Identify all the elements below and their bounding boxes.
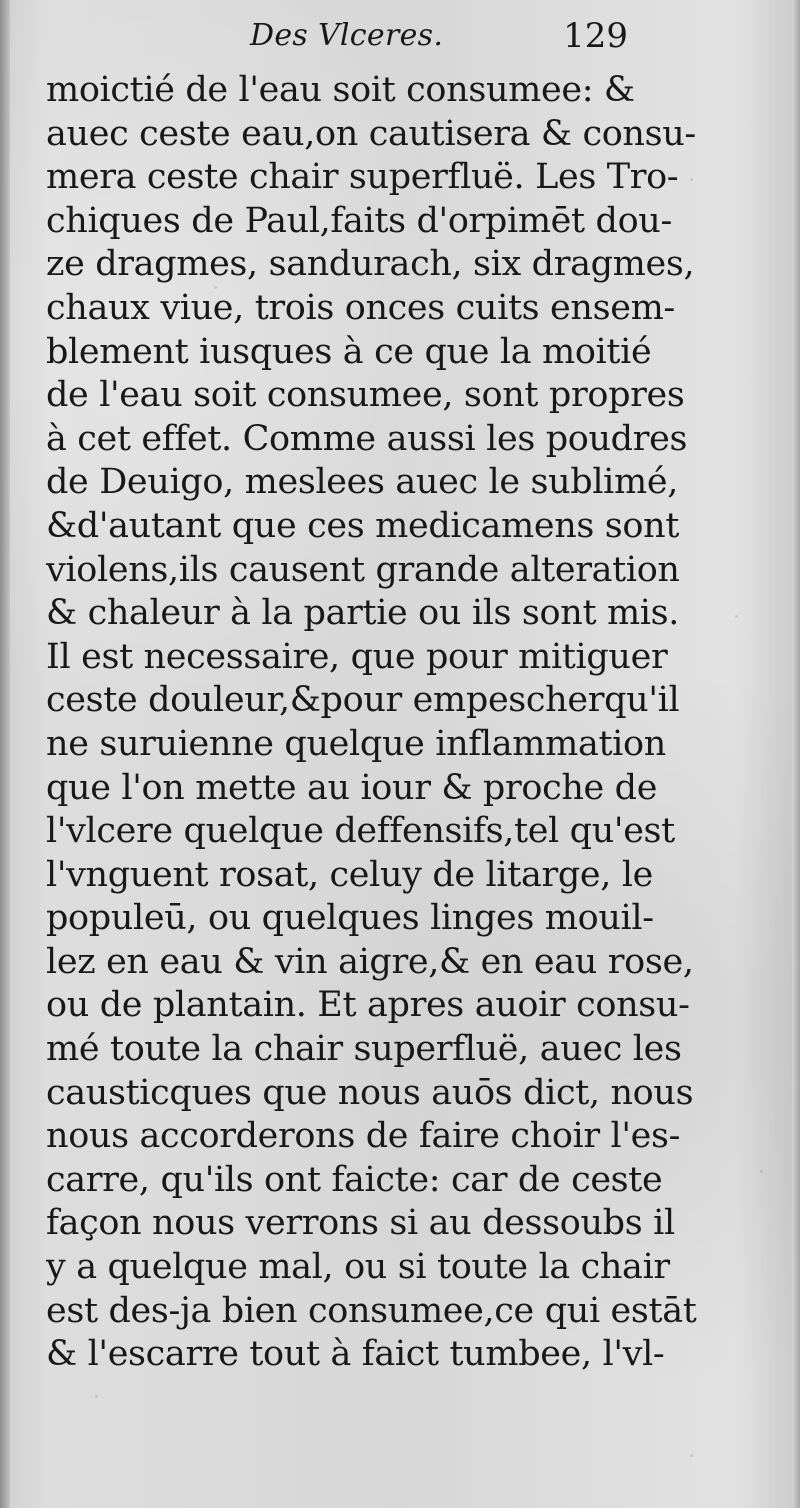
text-line: &d'autant que ces medicamens sont <box>46 505 680 546</box>
text-line: y a quelque mal, ou si toute la chair <box>46 1247 670 1288</box>
page-number: 129 <box>563 16 628 56</box>
text-line: chiques de Paul,faits d'orpimēt dou- <box>46 200 672 241</box>
text-line: l'vlcere quelque deffensifs,tel qu'est <box>46 811 675 852</box>
text-line: de l'eau soit consumee, sont propres <box>46 375 685 416</box>
text-line: l'vnguent rosat, celuy de litarge, le <box>46 854 654 895</box>
main-text-block <box>46 69 697 1377</box>
text-line: moictié de l'eau soit consumee: & <box>46 70 635 110</box>
text-line: est des-ja bien consumee,ce qui estāt <box>46 1290 697 1331</box>
text-line: ceste douleur,&pour empescherqu'il <box>46 680 680 721</box>
text-line: nous accorderons de faire choir l'es- <box>46 1116 681 1157</box>
text-line: de Deuigo, meslees auec le sublimé, <box>46 462 679 503</box>
paper-speck <box>735 615 738 618</box>
text-line: ou de plantain. Et apres auoir consu- <box>46 985 690 1026</box>
paper-speck <box>690 178 693 181</box>
paper-speck <box>690 1454 693 1457</box>
text-line: populeū, ou quelques linges mouil- <box>46 898 654 939</box>
text-line: que l'on mette au iour & proche de <box>46 767 658 808</box>
text-line: Il est necessaire, que pour mitiguer <box>46 636 668 677</box>
text-line: chaux viue, trois onces cuits ensem- <box>46 287 675 328</box>
text-line: mera ceste chair superfluë. Les Tro- <box>46 157 679 198</box>
text-line: auec ceste eau,on cautisera & consu- <box>46 113 696 154</box>
text-line: carre, qu'ils ont faicte: car de ceste <box>46 1159 663 1200</box>
text-line: ne suruienne quelque inflammation <box>46 723 666 764</box>
text-line: & l'escarre tout à faict tumbee, l'vl- <box>46 1334 665 1375</box>
page-header <box>0 16 800 60</box>
text-line: ze dragmes, sandurach, six dragmes, <box>46 244 695 285</box>
text-line: violens,ils causent grande alteration <box>46 549 680 590</box>
paper-speck <box>95 1395 98 1398</box>
text-line: façon nous verrons si au dessoubs il <box>46 1203 675 1244</box>
running-title: Des Vlceres. <box>250 18 444 53</box>
text-line: à cet effet. Comme aussi les poudres <box>46 418 688 459</box>
text-line: & chaleur à la partie ou ils sont mis. <box>46 593 680 634</box>
page-left-edge-shadow <box>0 0 10 1508</box>
page-right-edge-shadow <box>792 0 800 1508</box>
text-line: mé toute la chair superfluë, auec les <box>46 1029 682 1070</box>
text-line: lez en eau & vin aigre,& en eau rose, <box>46 941 694 982</box>
text-line: causticques que nous auōs dict, nous <box>46 1072 694 1113</box>
paper-speck <box>760 1170 763 1173</box>
text-line: blement iusques à ce que la moitié <box>46 331 652 372</box>
